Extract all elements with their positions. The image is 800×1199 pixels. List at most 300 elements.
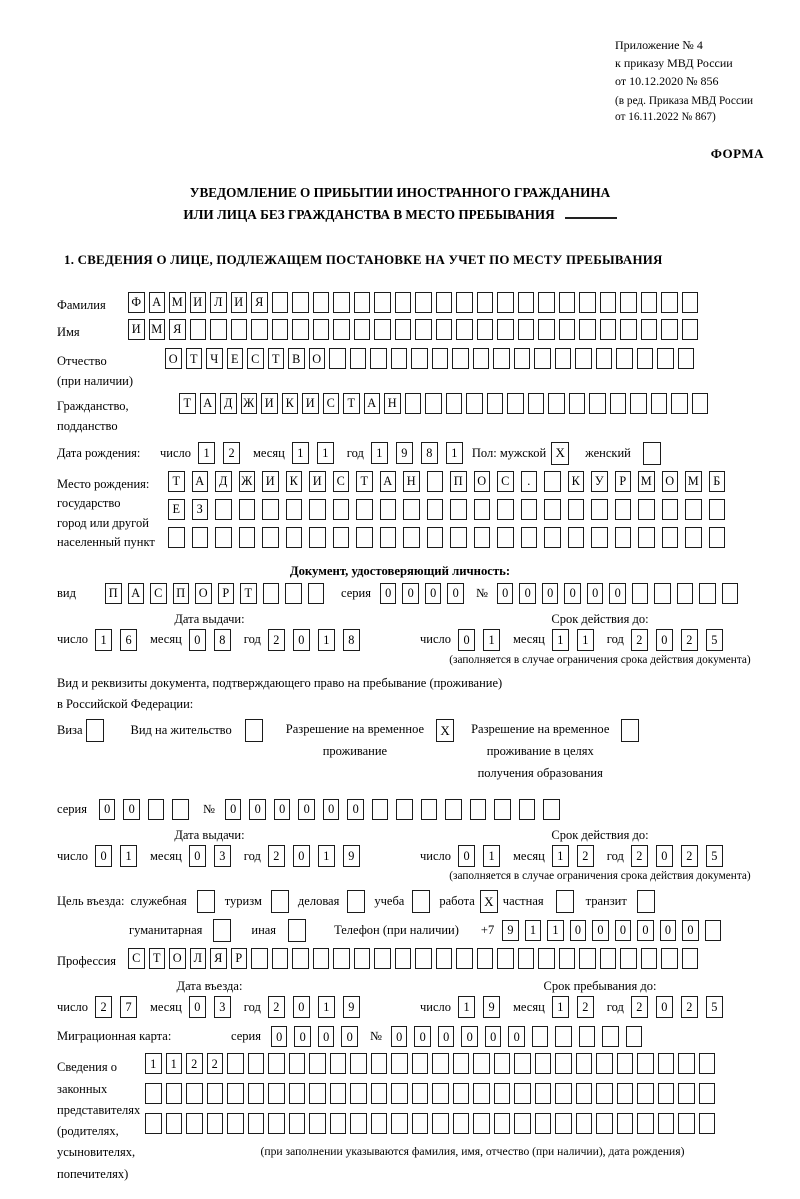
char-cell[interactable]: П [450,471,467,492]
digit-cell[interactable]: 8 [421,442,438,464]
char-cell[interactable]: К [286,471,303,492]
char-cell[interactable]: А [192,471,209,492]
char-cell[interactable]: И [302,393,319,414]
char-cell[interactable] [555,1053,572,1074]
char-cell[interactable]: С [247,348,264,369]
char-cell[interactable]: 0 [682,920,699,941]
char-cell[interactable] [658,1053,675,1074]
char-cell[interactable] [494,799,511,820]
char-cell[interactable]: М [638,471,655,492]
char-cell[interactable] [391,1083,408,1104]
char-cell[interactable] [330,1053,347,1074]
char-cell[interactable]: 0 [347,799,364,820]
char-cell[interactable]: Д [220,393,237,414]
char-cell[interactable] [251,948,268,969]
char-cell[interactable]: С [323,393,340,414]
char-cell[interactable]: М [169,292,186,313]
digit-cell[interactable]: 2 [631,845,648,867]
char-cell[interactable]: 0 [587,583,604,604]
char-cell[interactable] [372,799,389,820]
char-cell[interactable] [403,499,420,520]
char-cell[interactable] [579,292,596,313]
char-cell[interactable] [600,319,617,340]
char-cell[interactable] [658,1113,675,1134]
digit-cell[interactable]: 0 [458,629,475,651]
digit-cell[interactable]: 1 [458,996,475,1018]
char-cell[interactable] [514,348,531,369]
char-cell[interactable] [309,1113,326,1134]
char-cell[interactable] [207,1113,224,1134]
char-cell[interactable] [538,948,555,969]
char-cell[interactable] [709,527,726,548]
char-cell[interactable]: А [364,393,381,414]
char-cell[interactable] [658,1083,675,1104]
char-cell[interactable]: 0 [592,920,609,941]
digit-cell[interactable]: 0 [293,996,310,1018]
char-cell[interactable] [330,1083,347,1104]
char-cell[interactable] [432,1083,449,1104]
char-cell[interactable] [215,499,232,520]
digit-cell[interactable]: 2 [631,996,648,1018]
char-cell[interactable] [497,527,514,548]
char-cell[interactable]: О [165,348,182,369]
char-cell[interactable]: М [685,471,702,492]
digit-cell[interactable]: 0 [189,629,206,651]
char-cell[interactable] [292,948,309,969]
char-cell[interactable] [473,1083,490,1104]
char-cell[interactable] [248,1083,265,1104]
char-cell[interactable] [589,393,606,414]
char-cell[interactable]: 1 [525,920,542,941]
char-cell[interactable] [610,393,627,414]
char-cell[interactable]: Е [168,499,185,520]
char-cell[interactable] [637,1083,654,1104]
char-cell[interactable] [626,1026,643,1047]
char-cell[interactable] [651,393,668,414]
digit-cell[interactable]: 0 [656,996,673,1018]
char-cell[interactable] [313,292,330,313]
char-cell[interactable] [602,1026,619,1047]
char-cell[interactable] [544,499,561,520]
char-cell[interactable]: А [149,292,166,313]
char-cell[interactable] [473,348,490,369]
char-cell[interactable] [548,393,565,414]
char-cell[interactable]: 1 [547,920,564,941]
char-cell[interactable] [474,499,491,520]
char-cell[interactable] [333,527,350,548]
digit-cell[interactable]: 5 [706,629,723,651]
char-cell[interactable] [576,1053,593,1074]
char-cell[interactable]: . [521,471,538,492]
char-cell[interactable] [559,292,576,313]
char-cell[interactable] [521,499,538,520]
digit-cell[interactable]: 2 [577,996,594,1018]
char-cell[interactable] [427,527,444,548]
char-cell[interactable] [186,1083,203,1104]
char-cell[interactable]: О [309,348,326,369]
char-cell[interactable] [477,948,494,969]
char-cell[interactable] [641,319,658,340]
digit-cell[interactable]: 0 [189,845,206,867]
char-cell[interactable]: 2 [186,1053,203,1074]
char-cell[interactable] [207,1083,224,1104]
char-cell[interactable]: Д [215,471,232,492]
char-cell[interactable] [615,527,632,548]
digit-cell[interactable]: 9 [343,845,360,867]
char-cell[interactable]: 0 [318,1026,335,1047]
temp-permit-checkbox[interactable]: X [436,719,454,742]
char-cell[interactable]: 0 [391,1026,408,1047]
char-cell[interactable] [555,1026,572,1047]
char-cell[interactable] [268,1113,285,1134]
char-cell[interactable] [507,393,524,414]
char-cell[interactable] [600,292,617,313]
char-cell[interactable] [227,1053,244,1074]
char-cell[interactable] [682,948,699,969]
char-cell[interactable] [615,499,632,520]
char-cell[interactable] [722,583,739,604]
digit-cell[interactable]: 1 [552,629,569,651]
char-cell[interactable] [425,393,442,414]
char-cell[interactable] [678,1083,695,1104]
char-cell[interactable]: Р [615,471,632,492]
work-checkbox[interactable]: X [480,890,498,913]
char-cell[interactable] [210,319,227,340]
char-cell[interactable]: Р [231,948,248,969]
residence-permit-checkbox[interactable] [245,719,263,742]
char-cell[interactable] [473,1113,490,1134]
char-cell[interactable]: И [309,471,326,492]
char-cell[interactable] [412,1053,429,1074]
char-cell[interactable] [620,319,637,340]
char-cell[interactable] [678,1053,695,1074]
digit-cell[interactable]: 2 [681,845,698,867]
digit-cell[interactable]: 2 [631,629,648,651]
char-cell[interactable] [391,348,408,369]
char-cell[interactable] [350,1083,367,1104]
digit-cell[interactable]: 2 [268,996,285,1018]
char-cell[interactable] [682,319,699,340]
char-cell[interactable]: Т [240,583,257,604]
char-cell[interactable] [380,527,397,548]
char-cell[interactable]: С [497,471,514,492]
char-cell[interactable] [528,393,545,414]
char-cell[interactable] [248,1053,265,1074]
char-cell[interactable]: А [128,583,145,604]
char-cell[interactable] [514,1053,531,1074]
char-cell[interactable] [555,1113,572,1134]
digit-cell[interactable]: 1 [318,629,335,651]
char-cell[interactable] [456,319,473,340]
char-cell[interactable]: М [149,319,166,340]
char-cell[interactable] [473,1053,490,1074]
char-cell[interactable] [559,319,576,340]
digit-cell[interactable]: 0 [189,996,206,1018]
char-cell[interactable] [309,1053,326,1074]
char-cell[interactable] [620,292,637,313]
digit-cell[interactable]: 6 [120,629,137,651]
char-cell[interactable] [632,583,649,604]
char-cell[interactable]: И [190,292,207,313]
char-cell[interactable] [677,583,694,604]
char-cell[interactable] [453,1083,470,1104]
official-checkbox[interactable] [197,890,215,913]
char-cell[interactable] [268,1053,285,1074]
char-cell[interactable] [172,799,189,820]
char-cell[interactable] [329,348,346,369]
char-cell[interactable]: З [192,499,209,520]
char-cell[interactable]: 1 [166,1053,183,1074]
char-cell[interactable] [286,499,303,520]
char-cell[interactable] [591,499,608,520]
char-cell[interactable] [313,319,330,340]
char-cell[interactable] [514,1083,531,1104]
char-cell[interactable] [692,393,709,414]
male-checkbox[interactable]: X [551,442,569,465]
char-cell[interactable]: Ж [239,471,256,492]
char-cell[interactable]: 0 [508,1026,525,1047]
char-cell[interactable]: 0 [485,1026,502,1047]
char-cell[interactable] [456,948,473,969]
digit-cell[interactable]: 0 [458,845,475,867]
char-cell[interactable] [616,348,633,369]
char-cell[interactable] [308,583,325,604]
char-cell[interactable]: С [128,948,145,969]
char-cell[interactable]: И [231,292,248,313]
digit-cell[interactable]: 0 [656,845,673,867]
char-cell[interactable] [421,799,438,820]
char-cell[interactable] [262,499,279,520]
char-cell[interactable] [248,1113,265,1134]
char-cell[interactable] [579,1026,596,1047]
char-cell[interactable] [309,499,326,520]
digit-cell[interactable]: 1 [552,845,569,867]
char-cell[interactable] [568,499,585,520]
char-cell[interactable]: Е [227,348,244,369]
char-cell[interactable] [436,948,453,969]
char-cell[interactable]: П [105,583,122,604]
char-cell[interactable] [705,920,722,941]
char-cell[interactable]: 0 [274,799,291,820]
char-cell[interactable]: 2 [207,1053,224,1074]
char-cell[interactable] [514,1113,531,1134]
char-cell[interactable] [263,583,280,604]
private-checkbox[interactable] [556,890,574,913]
char-cell[interactable]: Я [169,319,186,340]
char-cell[interactable]: Ф [128,292,145,313]
char-cell[interactable] [661,948,678,969]
char-cell[interactable] [638,527,655,548]
char-cell[interactable] [289,1083,306,1104]
char-cell[interactable] [544,527,561,548]
char-cell[interactable] [453,1053,470,1074]
char-cell[interactable] [497,319,514,340]
study-checkbox[interactable] [412,890,430,913]
char-cell[interactable] [432,1053,449,1074]
char-cell[interactable] [535,1083,552,1104]
char-cell[interactable] [192,527,209,548]
char-cell[interactable] [579,948,596,969]
char-cell[interactable] [671,393,688,414]
char-cell[interactable] [436,292,453,313]
char-cell[interactable]: Н [384,393,401,414]
char-cell[interactable]: Т [356,471,373,492]
char-cell[interactable]: О [169,948,186,969]
char-cell[interactable] [262,527,279,548]
char-cell[interactable] [166,1083,183,1104]
digit-cell[interactable]: 1 [446,442,463,464]
char-cell[interactable]: 0 [341,1026,358,1047]
char-cell[interactable]: Т [343,393,360,414]
char-cell[interactable] [453,1113,470,1134]
digit-cell[interactable]: 3 [214,996,231,1018]
char-cell[interactable] [579,319,596,340]
char-cell[interactable] [494,1113,511,1134]
char-cell[interactable] [403,527,420,548]
char-cell[interactable]: О [662,471,679,492]
char-cell[interactable]: А [380,471,397,492]
char-cell[interactable] [596,1113,613,1134]
char-cell[interactable] [371,1113,388,1134]
char-cell[interactable] [535,1113,552,1134]
char-cell[interactable]: 0 [542,583,559,604]
char-cell[interactable] [391,1053,408,1074]
char-cell[interactable] [292,292,309,313]
char-cell[interactable] [494,1053,511,1074]
digit-cell[interactable]: 1 [292,442,309,464]
char-cell[interactable] [477,319,494,340]
char-cell[interactable] [272,292,289,313]
char-cell[interactable] [272,948,289,969]
char-cell[interactable]: Ж [241,393,258,414]
digit-cell[interactable]: 1 [318,996,335,1018]
digit-cell[interactable]: 9 [396,442,413,464]
char-cell[interactable] [371,1083,388,1104]
char-cell[interactable]: Л [190,948,207,969]
char-cell[interactable] [596,1053,613,1074]
char-cell[interactable] [538,292,555,313]
char-cell[interactable] [285,583,302,604]
char-cell[interactable] [617,1113,634,1134]
char-cell[interactable] [286,527,303,548]
char-cell[interactable]: 0 [615,920,632,941]
char-cell[interactable]: 0 [609,583,626,604]
digit-cell[interactable]: 5 [706,996,723,1018]
char-cell[interactable] [350,348,367,369]
char-cell[interactable] [215,527,232,548]
char-cell[interactable] [685,527,702,548]
digit-cell[interactable]: 2 [268,845,285,867]
digit-cell[interactable]: 9 [343,996,360,1018]
char-cell[interactable] [356,527,373,548]
char-cell[interactable]: 0 [660,920,677,941]
char-cell[interactable] [452,348,469,369]
char-cell[interactable] [617,1083,634,1104]
char-cell[interactable]: 0 [271,1026,288,1047]
char-cell[interactable]: 0 [425,583,442,604]
char-cell[interactable] [450,527,467,548]
char-cell[interactable] [145,1113,162,1134]
char-cell[interactable] [661,292,678,313]
char-cell[interactable] [427,471,444,492]
char-cell[interactable] [412,1113,429,1134]
char-cell[interactable] [497,499,514,520]
char-cell[interactable]: Н [403,471,420,492]
char-cell[interactable]: У [591,471,608,492]
char-cell[interactable] [555,1083,572,1104]
char-cell[interactable] [699,583,716,604]
char-cell[interactable] [186,1113,203,1134]
char-cell[interactable] [333,948,350,969]
char-cell[interactable] [699,1083,716,1104]
business-checkbox[interactable] [347,890,365,913]
char-cell[interactable] [239,527,256,548]
char-cell[interactable]: 0 [519,583,536,604]
char-cell[interactable]: А [200,393,217,414]
char-cell[interactable] [436,319,453,340]
char-cell[interactable] [374,948,391,969]
char-cell[interactable]: Б [709,471,726,492]
char-cell[interactable] [575,348,592,369]
char-cell[interactable] [538,319,555,340]
char-cell[interactable]: 9 [502,920,519,941]
char-cell[interactable] [654,583,671,604]
char-cell[interactable] [145,1083,162,1104]
digit-cell[interactable]: 2 [681,996,698,1018]
char-cell[interactable] [251,319,268,340]
char-cell[interactable] [227,1113,244,1134]
char-cell[interactable] [391,1113,408,1134]
digit-cell[interactable]: 0 [656,629,673,651]
char-cell[interactable] [470,799,487,820]
digit-cell[interactable]: 1 [95,629,112,651]
char-cell[interactable] [662,499,679,520]
char-cell[interactable]: 0 [294,1026,311,1047]
char-cell[interactable] [456,292,473,313]
char-cell[interactable] [641,948,658,969]
char-cell[interactable] [699,1113,716,1134]
char-cell[interactable] [239,499,256,520]
char-cell[interactable] [641,292,658,313]
char-cell[interactable] [466,393,483,414]
char-cell[interactable]: Р [218,583,235,604]
char-cell[interactable]: 0 [225,799,242,820]
char-cell[interactable] [678,348,695,369]
digit-cell[interactable]: 5 [706,845,723,867]
char-cell[interactable]: 0 [414,1026,431,1047]
digit-cell[interactable]: 1 [120,845,137,867]
char-cell[interactable] [333,499,350,520]
digit-cell[interactable]: 2 [223,442,240,464]
digit-cell[interactable]: 8 [343,629,360,651]
char-cell[interactable] [313,948,330,969]
char-cell[interactable] [396,799,413,820]
digit-cell[interactable]: 1 [317,442,334,464]
char-cell[interactable] [190,319,207,340]
char-cell[interactable]: С [150,583,167,604]
char-cell[interactable] [380,499,397,520]
char-cell[interactable]: 0 [402,583,419,604]
char-cell[interactable] [600,948,617,969]
char-cell[interactable] [709,499,726,520]
char-cell[interactable]: 0 [497,583,514,604]
char-cell[interactable]: 0 [99,799,116,820]
digit-cell[interactable]: 1 [483,629,500,651]
char-cell[interactable] [333,319,350,340]
char-cell[interactable] [682,292,699,313]
char-cell[interactable] [678,1113,695,1134]
char-cell[interactable] [494,1083,511,1104]
